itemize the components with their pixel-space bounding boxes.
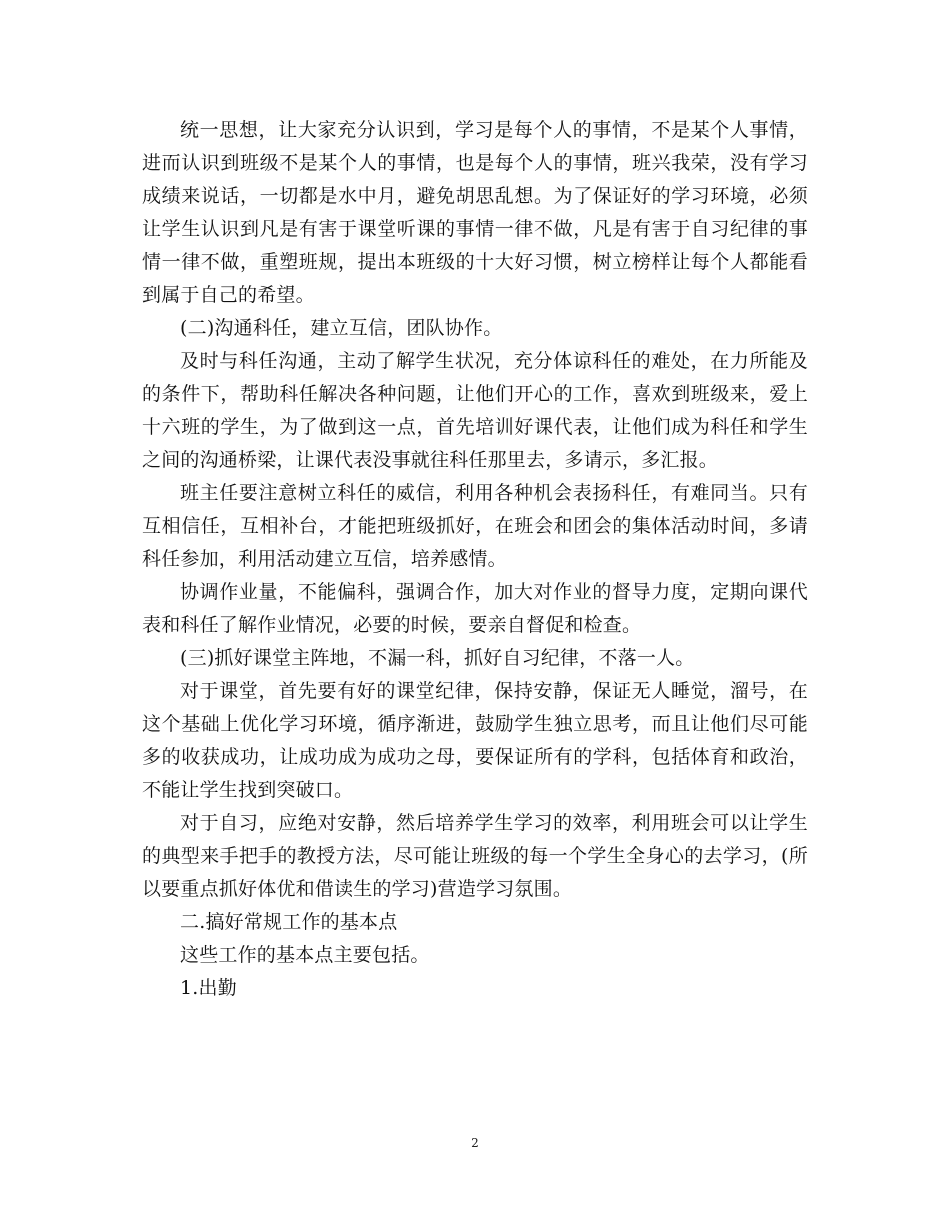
paragraph-classroom-discipline: 对于课堂，首先要有好的课堂纪律，保持安静，保证无人睡觉，溜号，在这个基础上优化学习环境，循序渐进，鼓励学生独立思考，而且让他们尽可能多的收获成功，让成功成为成功之母，要保证所有的学科，包括体育和政治，不能让学生找到突破口。 bbox=[142, 680, 808, 801]
paragraph-unify-thinking: 统一思想，让大家充分认识到，学习是每个人的事情，不是某个人事情，进而认识到班级不是某个人的事情，也是每个人的事情，班兴我荣，没有学习成绩来说话，一切都是水中月，避免胡思乱想。为了保证好的学习环境，必须让学生认识到凡是有害于课堂听课的事情一律不做，凡是有害于自习纪律的事情一律不做，重塑班规，提出本班级的十大好习惯，树立榜样让每个人都能看到属于自己的希望。 bbox=[142, 119, 808, 306]
paragraph-homework-coordination: 协调作业量，不能偏科，强调合作，加大对作业的督导力度，定期向课代表和科任了解作业情况，必要的时候，要亲自督促和检查。 bbox=[142, 581, 808, 636]
page-number: 2 bbox=[471, 1136, 479, 1150]
heading-classroom-focus: (三)抓好课堂主阵地，不漏一科，抓好自习纪律，不落一人。 bbox=[180, 647, 695, 669]
paragraph-basic-points: 这些工作的基本点主要包括。 bbox=[180, 944, 430, 966]
document-body bbox=[142, 114, 808, 1005]
heading-routine-work: 二.搞好常规工作的基本点 bbox=[180, 911, 398, 933]
heading-communicate-teachers: (二)沟通科任，建立互信，团队协作。 bbox=[180, 317, 503, 339]
paragraph-self-study: 对于自习，应绝对安静，然后培养学生学习的效率，利用班会可以让学生的典型来手把手的教授方法，尽可能让班级的每一个学生全身心的去学习，(所以要重点抓好体优和借读生的学习)营造学习氛围。 bbox=[142, 812, 808, 900]
paragraph-timely-communication: 及时与科任沟通，主动了解学生状况，充分体谅科任的难处，在力所能及的条件下，帮助科任解决各种问题，让他们开心的工作，喜欢到班级来，爱上十六班的学生，为了做到这一点，首先培训好课代表，让他们成为科任和学生之间的沟通桥梁，让课代表没事就往科任那里去，多请示，多汇报。 bbox=[142, 350, 808, 471]
list-item-attendance: 1.出勤 bbox=[180, 977, 237, 999]
paragraph-teacher-prestige: 班主任要注意树立科任的威信，利用各种机会表扬科任，有难同当。只有互相信任，互相补台，才能把班级抓好，在班会和团会的集体活动时间，多请科任参加，利用活动建立互信，培养感情。 bbox=[142, 482, 808, 570]
